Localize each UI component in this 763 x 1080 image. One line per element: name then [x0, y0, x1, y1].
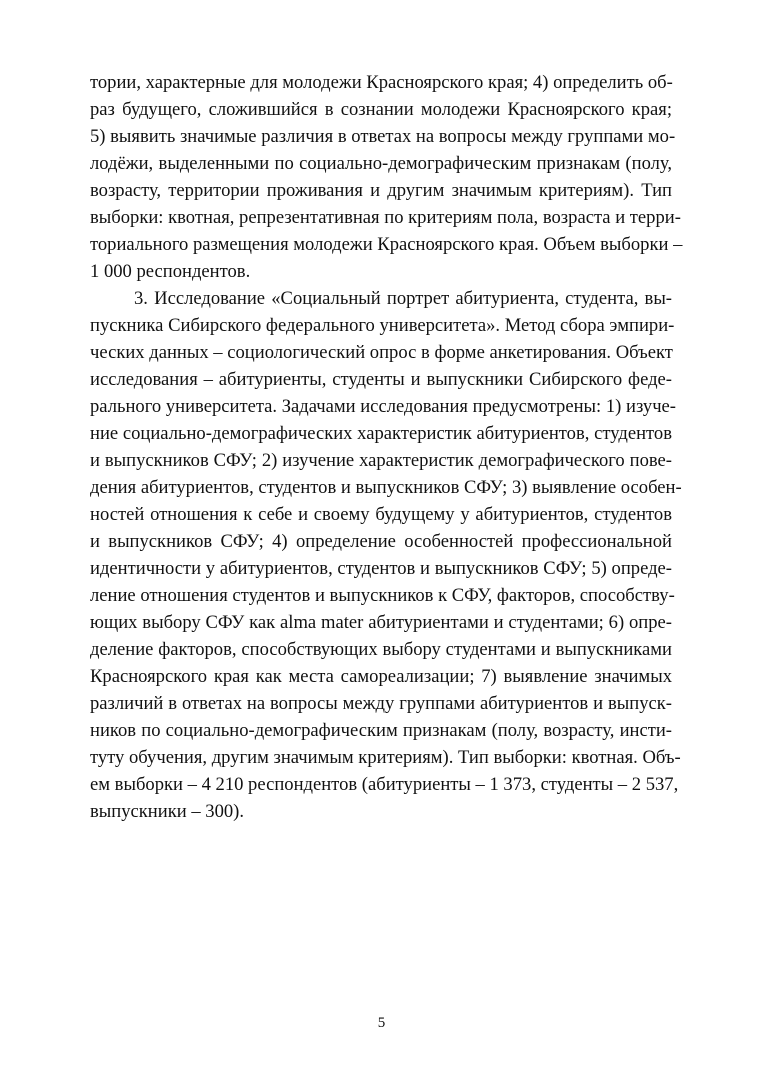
text-line: и выпускников СФУ; 4) определение особенностей профессиональной — [90, 531, 672, 552]
text-line: выборки: квотная, репрезентативная по критериям пола, возраста и терри- — [90, 207, 681, 228]
text-line: дения абитуриентов, студентов и выпускников СФУ; 3) выявление особен- — [90, 477, 682, 498]
text-line: ников по социально-демографическим признакам (полу, возрасту, инсти- — [90, 720, 672, 741]
text-line: ностей отношения к себе и своему будущему у абитуриентов, студентов — [90, 504, 672, 525]
text-line: 5) выявить значимые различия в ответах на вопросы между группами мо- — [90, 126, 676, 147]
text-line: раз будущего, сложившийся в сознании молодежи Красноярского края; — [90, 99, 672, 120]
text-line: ление отношения студентов и выпускников к СФУ, факторов, способству- — [90, 585, 675, 606]
text-line: идентичности у абитуриентов, студентов и выпускников СФУ; 5) опреде- — [90, 558, 672, 579]
text-line: Красноярского края как места самореализации; 7) выявление значимых — [90, 666, 672, 687]
text-line: лодёжи, выделенными по социально-демографическим признакам (полу, — [90, 153, 672, 174]
text-line: выпускники – 300). — [90, 801, 245, 822]
text-line: исследования – абитуриенты, студенты и выпускники Сибирского феде- — [90, 369, 672, 390]
text-line: рального университета. Задачами исследования предусмотрены: 1) изуче- — [90, 396, 677, 417]
text-line: и выпускников СФУ; 2) изучение характеристик демографического пове- — [90, 450, 672, 471]
text-line: тории, характерные для молодежи Красноярского края; 4) определить об- — [90, 72, 673, 93]
text-line: туту обучения, другим значимым критериям). Тип выборки: квотная. Объ- — [90, 747, 681, 768]
text-line: различий в ответах на вопросы между группами абитуриентов и выпуск- — [90, 693, 672, 714]
text-line: ем выборки – 4 210 респондентов (абитуриенты – 1 373, студенты – 2 537, — [90, 774, 679, 795]
text-line: ющих выбору СФУ как alma mater абитуриентами и студентами; 6) опре- — [90, 612, 672, 633]
text-line: 1 000 респондентов. — [90, 261, 251, 282]
text-line: пускника Сибирского федерального университета». Метод сбора эмпири- — [90, 315, 675, 336]
text-line: ческих данных – социологический опрос в форме анкетирования. Объект — [90, 342, 673, 363]
text-line: возрасту, территории проживания и другим значимым критериям). Тип — [90, 180, 672, 201]
text-line: ние социально-демографических характеристик абитуриентов, студентов — [90, 423, 672, 444]
text-line: деление факторов, способствующих выбору студентами и выпускниками — [90, 639, 672, 660]
text-line: ториального размещения молодежи Красноярского края. Объем выборки – — [90, 234, 683, 255]
page-number: 5 — [377, 1015, 386, 1031]
text-line: 3. Исследование «Социальный портрет абитуриента, студента, вы- — [134, 288, 672, 309]
